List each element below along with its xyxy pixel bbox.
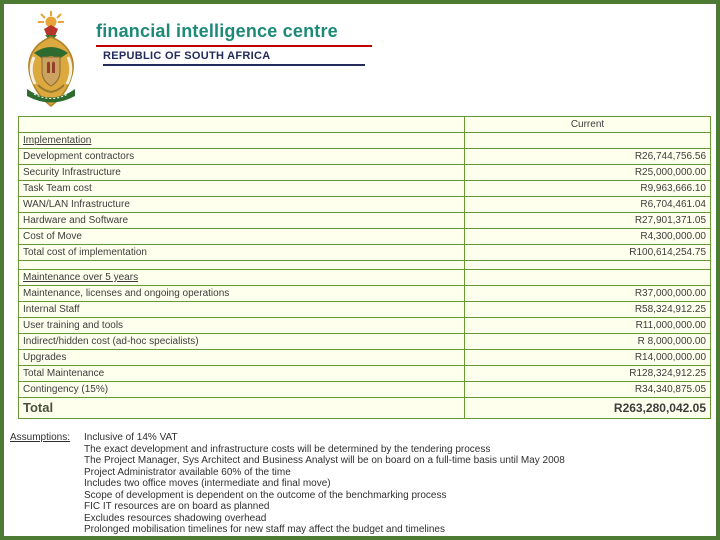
row-value: R6,704,461.04 bbox=[465, 197, 711, 213]
table-row bbox=[19, 213, 711, 229]
table-row bbox=[19, 149, 711, 165]
title-red-underline bbox=[96, 45, 372, 47]
table-row bbox=[19, 261, 711, 270]
coat-of-arms-icon bbox=[14, 9, 88, 109]
row-label: Indirect/hidden cost (ad-hoc specialists) bbox=[19, 334, 465, 350]
row-value: R26,744,756.56 bbox=[465, 149, 711, 165]
table-row bbox=[19, 350, 711, 366]
row-value: R 8,000,000.00 bbox=[465, 334, 711, 350]
row-value bbox=[465, 261, 711, 270]
row-label: Total bbox=[19, 398, 465, 419]
assumption-line: Includes two office moves (intermediate and final move) bbox=[84, 478, 331, 489]
row-value: R128,324,912.25 bbox=[465, 366, 711, 382]
table-row bbox=[19, 398, 711, 419]
row-label: Cost of Move bbox=[19, 229, 465, 245]
assumption-line: The exact development and infrastructure costs will be determined by the tendering process bbox=[84, 443, 491, 455]
row-label: Upgrades bbox=[19, 350, 465, 366]
table-row bbox=[19, 245, 711, 261]
row-value: Current bbox=[465, 117, 711, 133]
table-row bbox=[19, 382, 711, 398]
row-label: Development contractors bbox=[19, 149, 465, 165]
row-value: R34,340,875.05 bbox=[465, 382, 711, 398]
table-row bbox=[19, 366, 711, 382]
row-label: Total cost of implementation bbox=[19, 245, 465, 261]
row-value: R14,000,000.00 bbox=[465, 350, 711, 366]
row-value: R27,901,371.05 bbox=[465, 213, 711, 229]
assumption-line: Prolonged mobilisation timelines for new staff may affect the budget and timelines bbox=[84, 524, 445, 535]
assumptions-block bbox=[10, 432, 718, 536]
page-subtitle: REPUBLIC OF SOUTH AFRICA bbox=[103, 50, 271, 62]
row-label: Total Maintenance bbox=[19, 366, 465, 382]
table-row bbox=[19, 318, 711, 334]
table-row bbox=[19, 270, 711, 286]
row-value: R9,963,666.10 bbox=[465, 181, 711, 197]
row-value: R11,000,000.00 bbox=[465, 318, 711, 334]
row-value bbox=[465, 133, 711, 149]
row-label: Security Infrastructure bbox=[19, 165, 465, 181]
table-row bbox=[19, 229, 711, 245]
assumption-line: Project Administrator available 60% of the time bbox=[84, 466, 291, 478]
table-row bbox=[19, 286, 711, 302]
row-label: User training and tools bbox=[19, 318, 465, 334]
row-label: Contingency (15%) bbox=[19, 382, 465, 398]
assumption-line: FIC IT resources are on board as planned bbox=[84, 501, 270, 512]
table-row bbox=[19, 165, 711, 181]
table-row bbox=[19, 197, 711, 213]
assumption-line: Excludes resources shadowing overhead bbox=[84, 512, 267, 524]
row-label bbox=[19, 117, 465, 133]
row-label: Task Team cost bbox=[19, 181, 465, 197]
row-label: Maintenance, licenses and ongoing operations bbox=[19, 286, 465, 302]
row-label: Internal Staff bbox=[19, 302, 465, 318]
table-row bbox=[19, 334, 711, 350]
row-value: R100,614,254.75 bbox=[465, 245, 711, 261]
row-label: Maintenance over 5 years bbox=[19, 270, 465, 286]
row-value: R25,000,000.00 bbox=[465, 165, 711, 181]
row-label: Hardware and Software bbox=[19, 213, 465, 229]
assumption-line: The Project Manager, Sys Architect and Business Analyst will be on board on a full-time basis until May 2008 bbox=[84, 455, 565, 466]
subtitle-underline bbox=[103, 64, 365, 66]
row-label bbox=[19, 261, 465, 270]
cost-table bbox=[18, 116, 711, 419]
row-value: R4,300,000.00 bbox=[465, 229, 711, 245]
table-row bbox=[19, 117, 711, 133]
table-row bbox=[19, 181, 711, 197]
assumptions-label: Assumptions: bbox=[10, 432, 71, 443]
assumption-line: Scope of development is dependent on the outcome of the benchmarking process bbox=[84, 489, 447, 501]
coat-of-arms-logo bbox=[14, 9, 88, 109]
assumption-line: Inclusive of 14% VAT bbox=[84, 432, 178, 443]
row-label: Implementation bbox=[19, 133, 465, 149]
row-value: R37,000,000.00 bbox=[465, 286, 711, 302]
row-value: R58,324,912.25 bbox=[465, 302, 711, 318]
page-title: financial intelligence centre bbox=[96, 21, 338, 41]
row-value: R263,280,042.05 bbox=[465, 398, 711, 419]
assumptions-lines bbox=[84, 432, 718, 536]
table-row bbox=[19, 133, 711, 149]
row-value bbox=[465, 270, 711, 286]
table-row bbox=[19, 302, 711, 318]
row-label: WAN/LAN Infrastructure bbox=[19, 197, 465, 213]
cost-table-body bbox=[19, 117, 711, 419]
